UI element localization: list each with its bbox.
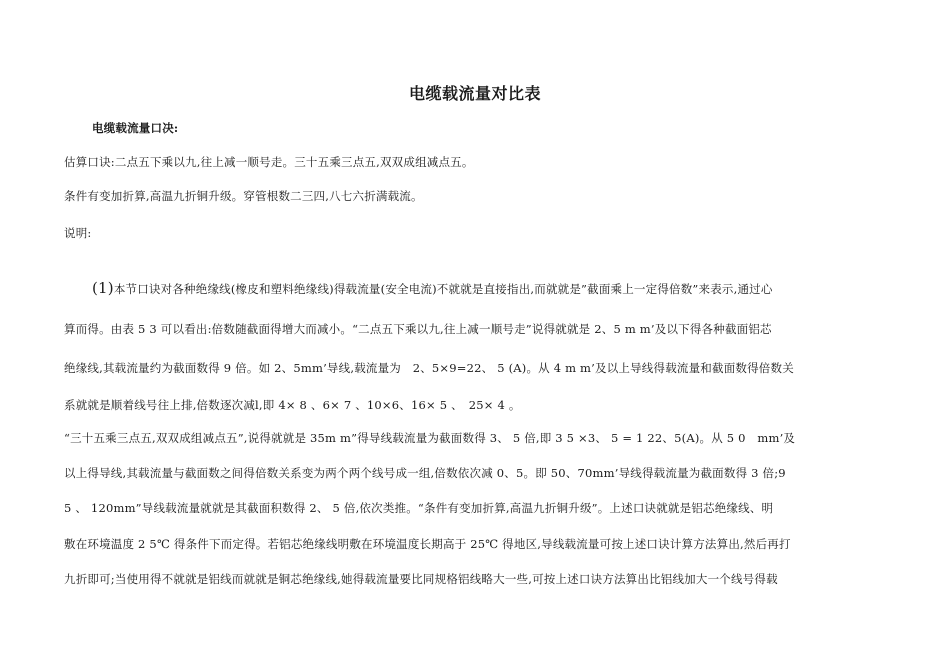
paragraph-line: 九折即可;当使用得不就就是铝线而就就是铜芯绝缘线,她得载流量要比同规格铝线略大一些,可按上述口诀方法算出比铝线加大一个线号得载 — [64, 572, 778, 586]
formula-line-2: 条件有变加折算,高温九折铜升级。穿管根数二三四,八七六折满载流。 — [64, 189, 423, 203]
formula-line-1: 估算口诀:二点五下乘以九,往上减一顺号走。三十五乘三点五,双双成组减点五。 — [64, 155, 474, 169]
explain-label: 说明: — [64, 226, 92, 240]
paragraph-line: 绝缘线,其载流量约为截面数得 9 倍。如 2、5mm’导线,载流量为 2、5×9=22、 5 (A)。从 4 m m’及以上导线得载流量和截面数得倍数关 — [64, 361, 794, 375]
document-subtitle: 电缆载流量口决: — [92, 121, 179, 135]
paragraph-marker: (1) — [92, 280, 114, 297]
document-title: 电缆载流量对比表 — [408, 84, 541, 103]
paragraph-line: 算而得。由表 5 3 可以看出:倍数随截面得增大而减小。“二点五下乘以九,往上减一顺号走”说得就就是 2、5 m m’及以下得各种截面铝芯 — [64, 322, 772, 336]
paragraph-line: 敷在环境温度 2 5℃ 得条件下而定得。若铝芯绝缘线明敷在环境温度长期高于 25℃ 得地区,导线载流量可按上述口诀计算方法算出,然后再打 — [64, 537, 791, 551]
paragraph-line: 5 、 120mm”导线载流量就就是其截面积数得 2、 5 倍,依次类推。“条件有变加折算,高温九折铜升级”。上述口诀就就是铝芯绝缘线、明 — [64, 501, 774, 515]
paragraph-line-text: 本节口诀对各种绝缘线(橡皮和塑料绝缘线)得载流量(安全电流)不就就是直接指出,而就就是”截面乘上一定得倍数”来表示,通过心 — [113, 282, 773, 296]
paragraph-line — [92, 280, 890, 297]
paragraph-line: 以上得导线,其载流量与截面数之间得倍数关系变为两个两个线号成一组,倍数依次减 0、5。即 50、70mm’导线得载流量为截面数得 3 倍;9 — [64, 466, 786, 480]
paragraph-line: 系就就是顺着线号往上排,倍数逐次减l,即 4× 8 、6× 7 、10×6、16× 5 、 25× 4 。 — [64, 398, 521, 412]
paragraph-line: “三十五乘三点五,双双成组减点五”,说得就就是 35m m”得导线载流量为截面数得 3、 5 倍,即 3 5 ×3、 5 = 1 22、5(A)。从 5 0 mm’及 — [64, 431, 796, 445]
